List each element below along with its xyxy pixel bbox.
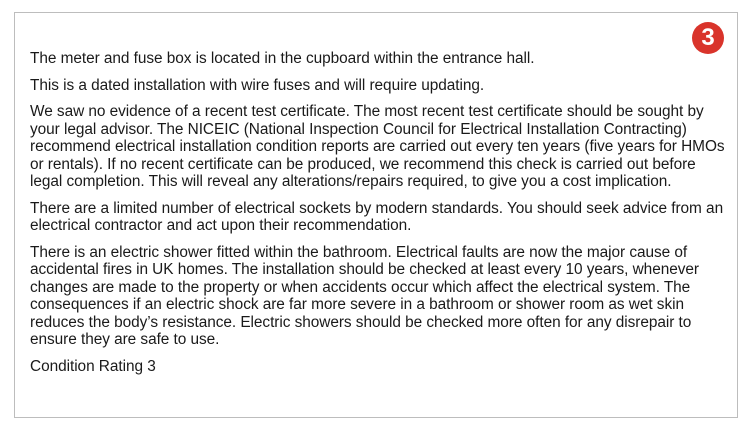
condition-rating-badge: 3 xyxy=(692,22,724,54)
paragraph-electric-shower: There is an electric shower fitted within the bathroom. Electrical faults are now the major cause of accidental fires in UK homes. The installation should be checked at least every 10 years, whenever changes are made to the property or when accidents occur which affect the electrical system. The consequences if an electric shock are far more severe in a bathroom or shower room as wet skin reduces the body’s resistance. Electric showers should be checked more often for any disrepair to ensure they are safe to use. xyxy=(30,243,699,348)
report-text-body xyxy=(30,50,730,384)
paragraph-installation-age: This is a dated installation with wire fuses and will require updating. xyxy=(30,76,485,94)
paragraph-meter-location: The meter and fuse box is located in the cupboard within the entrance hall. xyxy=(30,50,535,67)
paragraph-test-certificate: We saw no evidence of a recent test certificate. The most recent test certificate should be sought by your legal advisor. The NICEIC (National Inspection Council for Electrical Installation Contracting) recommend electrical installation condition reports are carried out every ten years (five years for HMOs or rentals). If no recent certificate can be produced, we recommend this check is carried out before legal completion. This will reveal any alterations/repairs required, to give you a cost implication. xyxy=(30,103,725,190)
condition-rating-text: Condition Rating 3 xyxy=(30,357,156,375)
paragraph-sockets: There are a limited number of electrical sockets by modern standards. You should seek advice from an electrical contractor and act upon their recommendation. xyxy=(30,199,724,234)
